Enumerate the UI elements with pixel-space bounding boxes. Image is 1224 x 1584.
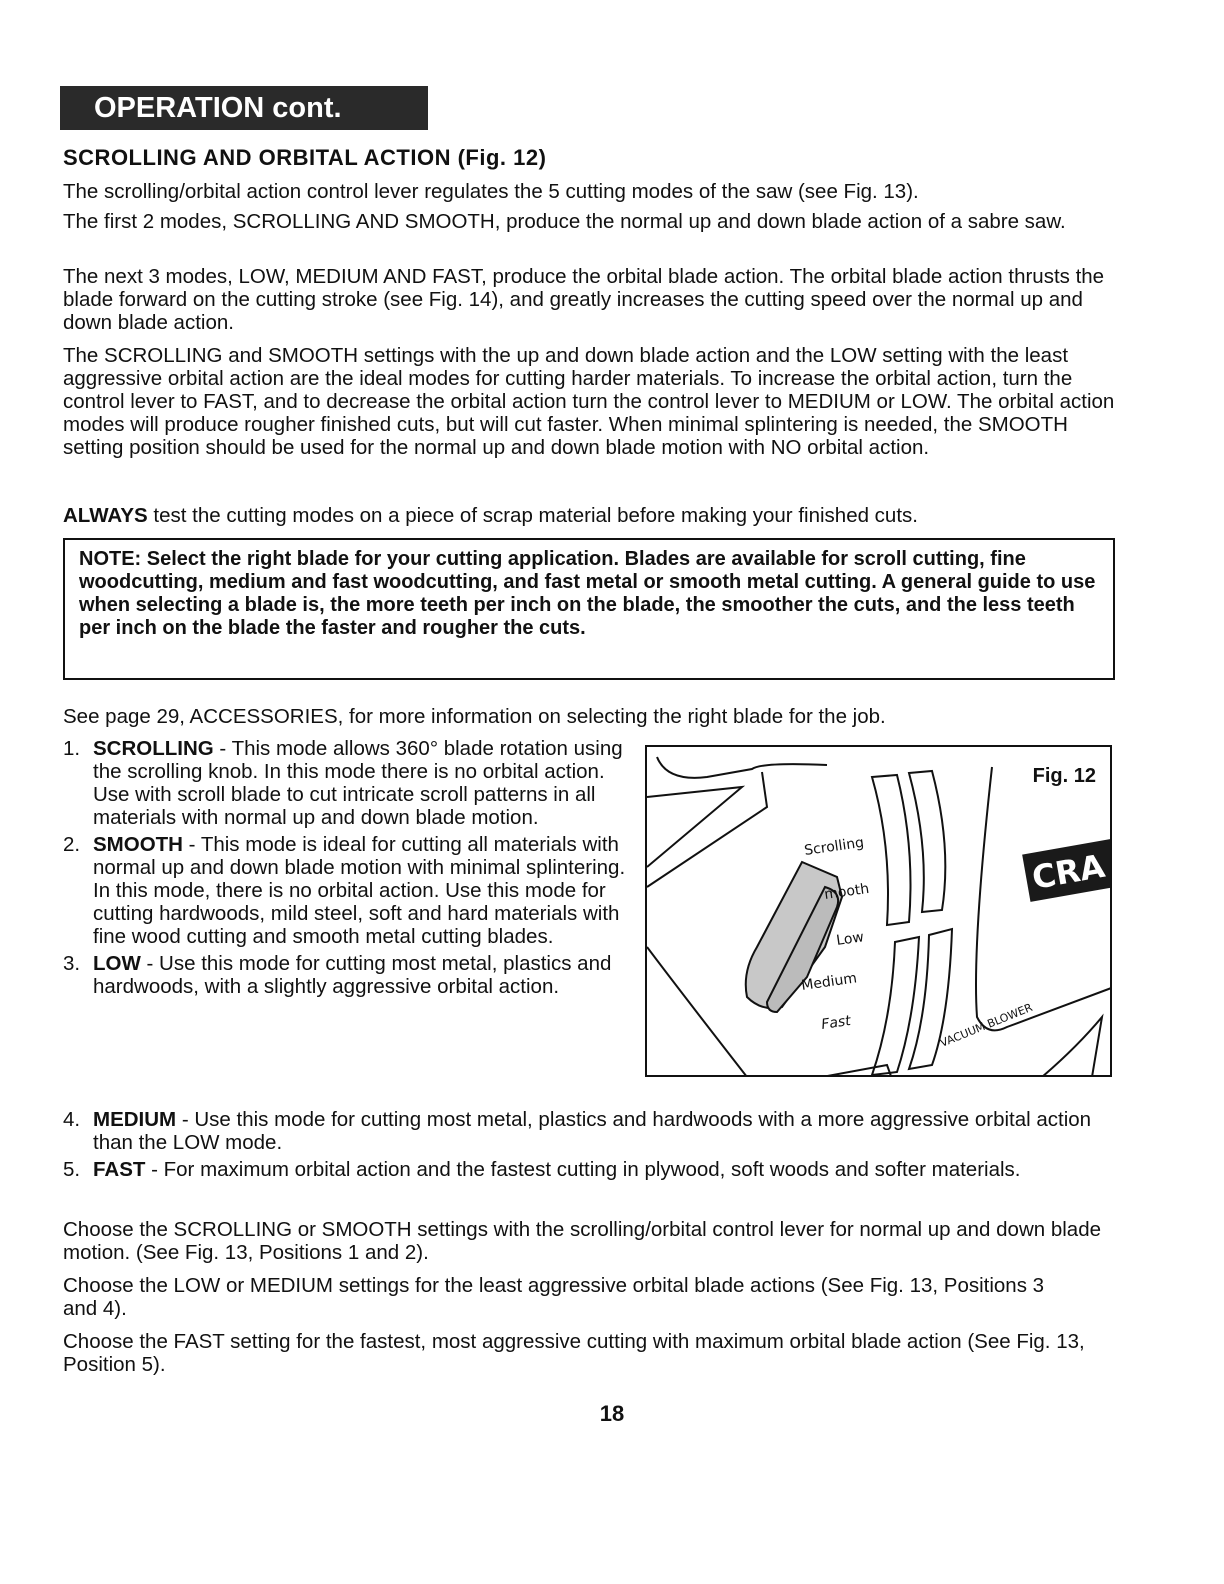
list-item <box>63 737 643 829</box>
mode-name: SCROLLING <box>93 737 214 760</box>
list-item <box>63 1108 1123 1154</box>
section-heading: SCROLLING AND ORBITAL ACTION (Fig. 12) <box>63 145 547 170</box>
mode-name: SMOOTH <box>93 833 183 856</box>
mode-text: - For maximum orbital action and the fastest cutting in plywood, soft woods and softer materials. <box>145 1158 1021 1181</box>
item-number: 5. <box>63 1158 81 1181</box>
setting-smooth-label: mooth <box>823 880 871 903</box>
closing-paragraph: Choose the FAST setting for the fastest, most aggressive cutting with maximum orbital blade action (See Fig. 13, Position 5). <box>63 1330 1085 1376</box>
mode-text: - Use this mode for cutting most metal, plastics and hardwoods with a more aggressive orbital action than the LOW mode. <box>93 1108 1092 1154</box>
mode-text: - This mode is ideal for cutting all materials with normal up and down blade motion with minimal splintering. In this mode, there is no orbital action. Use this mode for cutting hardwoods, mild steel, soft and hard materials with fine wood cutting and smooth metal cutting blades. <box>93 833 626 948</box>
paragraph: The SCROLLING and SMOOTH settings with the up and down blade action and the LOW setting with the least aggressive orbital action are the ideal modes for cutting harder materials. To increase the orbital action, turn the control lever to FAST, and to decrease the orbital action turn the control lever to MEDIUM or LOW. The orbital action modes will produce rougher finished cuts, but will cut faster. When minimal splintering is needed, the SMOOTH setting position should be used for the normal up and down blade motion with NO orbital action. <box>63 344 1115 459</box>
modes-list-narrow <box>63 737 643 1002</box>
saw-lever-illustration <box>647 747 1112 1077</box>
paragraph: The next 3 modes, LOW, MEDIUM AND FAST, produce the orbital blade action. The orbital blade action thrusts the blade forward on the cutting stroke (see Fig. 14), and greatly increases the cutting speed over the normal up and down blade action. <box>63 265 1105 334</box>
always-label: ALWAYS <box>63 504 148 527</box>
always-paragraph <box>63 504 1123 527</box>
item-number: 4. <box>63 1108 81 1131</box>
mode-name: LOW <box>93 952 141 975</box>
item-number: 2. <box>63 833 81 856</box>
see-page-paragraph: See page 29, ACCESSORIES, for more information on selecting the right blade for the job. <box>63 705 886 728</box>
item-number: 1. <box>63 737 81 760</box>
paragraph: The scrolling/orbital action control lever regulates the 5 cutting modes of the saw (see Fig. 13). <box>63 180 919 203</box>
page-number: 18 <box>599 1401 625 1426</box>
section-banner: OPERATION cont. <box>60 86 428 130</box>
always-text: test the cutting modes on a piece of scrap material before making your finished cuts. <box>147 504 918 527</box>
figure-label: Fig. 12 <box>1032 765 1096 787</box>
setting-scrolling-label: Scrolling <box>803 834 866 859</box>
figure-12 <box>645 745 1112 1077</box>
brand-logo-text: CRA <box>1029 846 1108 897</box>
mode-name: FAST <box>93 1158 146 1181</box>
setting-fast-label: Fast <box>820 1013 852 1033</box>
item-number: 3. <box>63 952 81 975</box>
setting-medium-label: Medium <box>800 970 858 994</box>
list-item <box>63 833 643 948</box>
modes-list-wide <box>63 1108 1123 1185</box>
mode-name: MEDIUM <box>93 1108 177 1131</box>
mode-text: - This mode allows 360° blade rotation using the scrolling knob. In this mode there is no orbital action. Use with scroll blade to cut intricate scroll patterns in all materials with normal up and down blade motion. <box>93 737 623 829</box>
note-box: NOTE: Select the right blade for your cutting application. Blades are available for scroll cutting, fine woodcutting, medium and fast woodcutting, and fast metal or smooth metal cutting. A general guide to use when selecting a blade is, the more teeth per inch on the blade, the smoother the cuts, and the less teeth per inch on the blade the faster and rougher the cuts. <box>63 538 1115 680</box>
list-item <box>63 952 643 998</box>
setting-low-label: Low <box>835 929 865 949</box>
closing-paragraph: Choose the LOW or MEDIUM settings for the least aggressive orbital blade actions (See Fig. 13, Positions 3 and 4). <box>63 1274 1045 1320</box>
mode-text: - Use this mode for cutting most metal, plastics and hardwoods, with a slightly aggressive orbital action. <box>93 952 612 998</box>
vacuum-blower-label: VACUUM BLOWER <box>938 1000 1035 1050</box>
paragraph: The first 2 modes, SCROLLING AND SMOOTH, produce the normal up and down blade action of a sabre saw. <box>63 210 1066 233</box>
closing-paragraph: Choose the SCROLLING or SMOOTH settings with the scrolling/orbital control lever for normal up and down blade motion. (See Fig. 13, Positions 1 and 2). <box>63 1218 1102 1264</box>
list-item <box>63 1158 1123 1181</box>
